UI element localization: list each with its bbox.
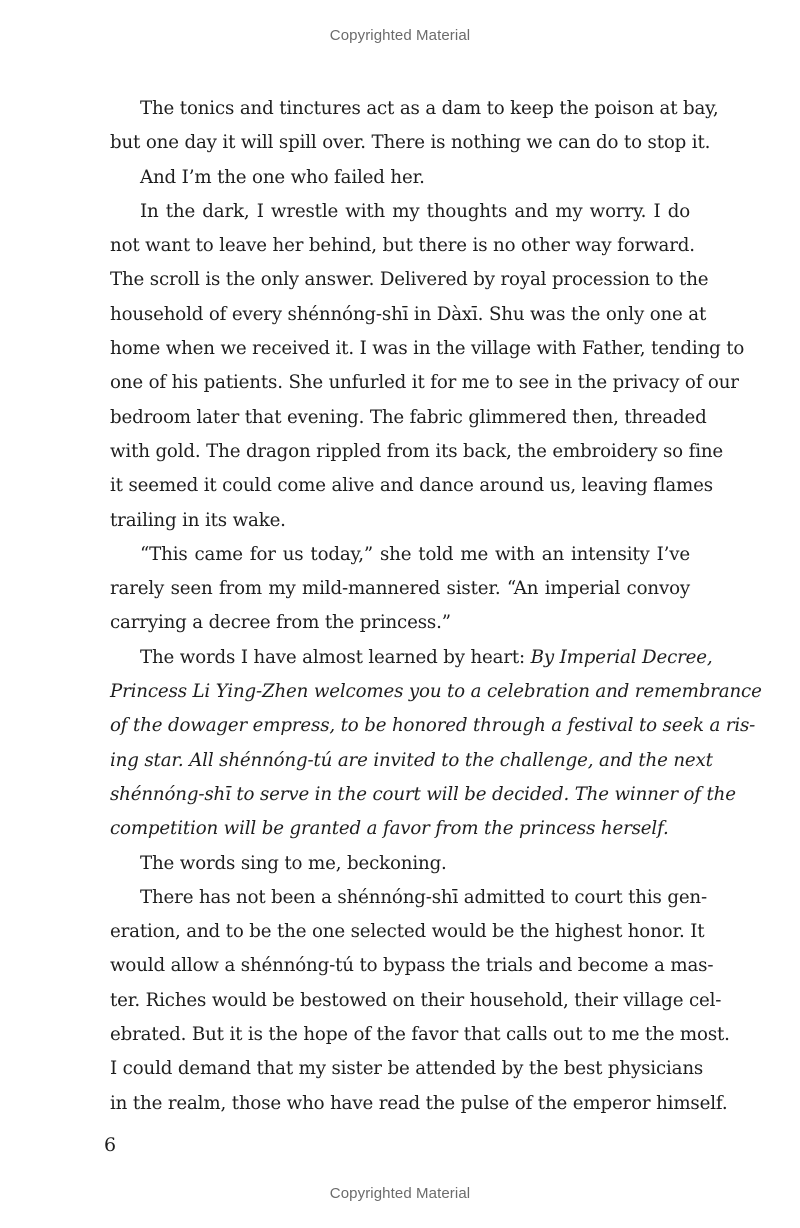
text-line: bedroom later that evening. The fabric glimmered then, threaded <box>110 406 707 428</box>
page-body <box>110 92 762 1121</box>
decree-italic-line: competition will be granted a favor from the princess herself. <box>110 818 669 840</box>
copyright-watermark-top: Copyrighted Material <box>329 27 471 44</box>
text-line: ter. Riches would be bestowed on their household, their village cel- <box>110 989 722 1011</box>
text-line: household of every shénnóng-shī in Dàxī. Shu was the only one at <box>110 303 707 325</box>
text-line: it seemed it could come alive and dance around us, leaving flames <box>110 475 713 497</box>
text-line: but one day it will spill over. There is nothing we can do to stop it. <box>110 132 711 154</box>
paragraph <box>110 195 745 538</box>
text-line: rarely seen from my mild-mannered sister. “An imperial convoy <box>110 578 690 600</box>
text-line <box>110 641 713 675</box>
page-number: 6 <box>104 1134 117 1156</box>
paragraph <box>110 881 730 1121</box>
text-line: And I’m the one who failed her. <box>140 166 425 188</box>
text-line: In the dark, I wrestle with my thoughts and my worry. I do <box>140 200 690 222</box>
text-line: I could demand that my sister be attended by the best physicians <box>110 1058 704 1080</box>
text-line: trailing in its wake. <box>110 509 286 531</box>
decree-italic-line: of the dowager empress, to be honored through a festival to seek a ris- <box>110 715 756 737</box>
text-line: There has not been a shénnóng-shī admitted to court this gen- <box>140 886 707 908</box>
text-line: with gold. The dragon rippled from its back, the embroidery so fine <box>110 440 724 462</box>
text-line: The words sing to me, beckoning. <box>140 852 447 874</box>
copyright-watermark-bottom: Copyrighted Material <box>329 1185 471 1202</box>
text-line: would allow a shénnóng-tú to bypass the trials and become a mas- <box>110 955 714 977</box>
text-line: one of his patients. She unfurled it for me to see in the privacy of our <box>110 372 739 394</box>
paragraph <box>110 92 719 161</box>
text-line: carrying a decree from the princess.” <box>110 612 451 634</box>
decree-italic-line: Princess Li Ying-Zhen welcomes you to a celebration and remembrance <box>110 681 762 703</box>
decree-italic-line: shénnóng-shī to serve in the court will be decided. The winner of the <box>110 783 736 805</box>
text-line: in the realm, those who have read the pulse of the emperor himself. <box>110 1092 728 1114</box>
paragraph <box>110 847 690 881</box>
decree-lead-italic: By Imperial Decree, <box>530 646 713 668</box>
text-line: home when we received it. I was in the village with Father, tending to <box>110 338 745 360</box>
paragraph <box>110 538 690 641</box>
text-line: “This came for us today,” she told me with an intensity I’ve <box>140 543 690 565</box>
paragraph <box>110 161 690 195</box>
text-line: The tonics and tinctures act as a dam to keep the poison at bay, <box>140 98 719 119</box>
text-line: eration, and to be the one selected would be the highest honor. It <box>110 921 705 943</box>
paragraph-decree <box>110 641 762 847</box>
decree-lead-text: The words I have almost learned by heart: <box>140 646 531 668</box>
text-line: not want to leave her behind, but there is no other way forward. <box>110 235 695 257</box>
text-line: ebrated. But it is the hope of the favor that calls out to me the most. <box>110 1024 730 1046</box>
decree-italic-line: ing star. All shénnóng-tú are invited to the challenge, and the next <box>110 749 713 771</box>
text-line: The scroll is the only answer. Delivered by royal procession to the <box>110 269 709 291</box>
